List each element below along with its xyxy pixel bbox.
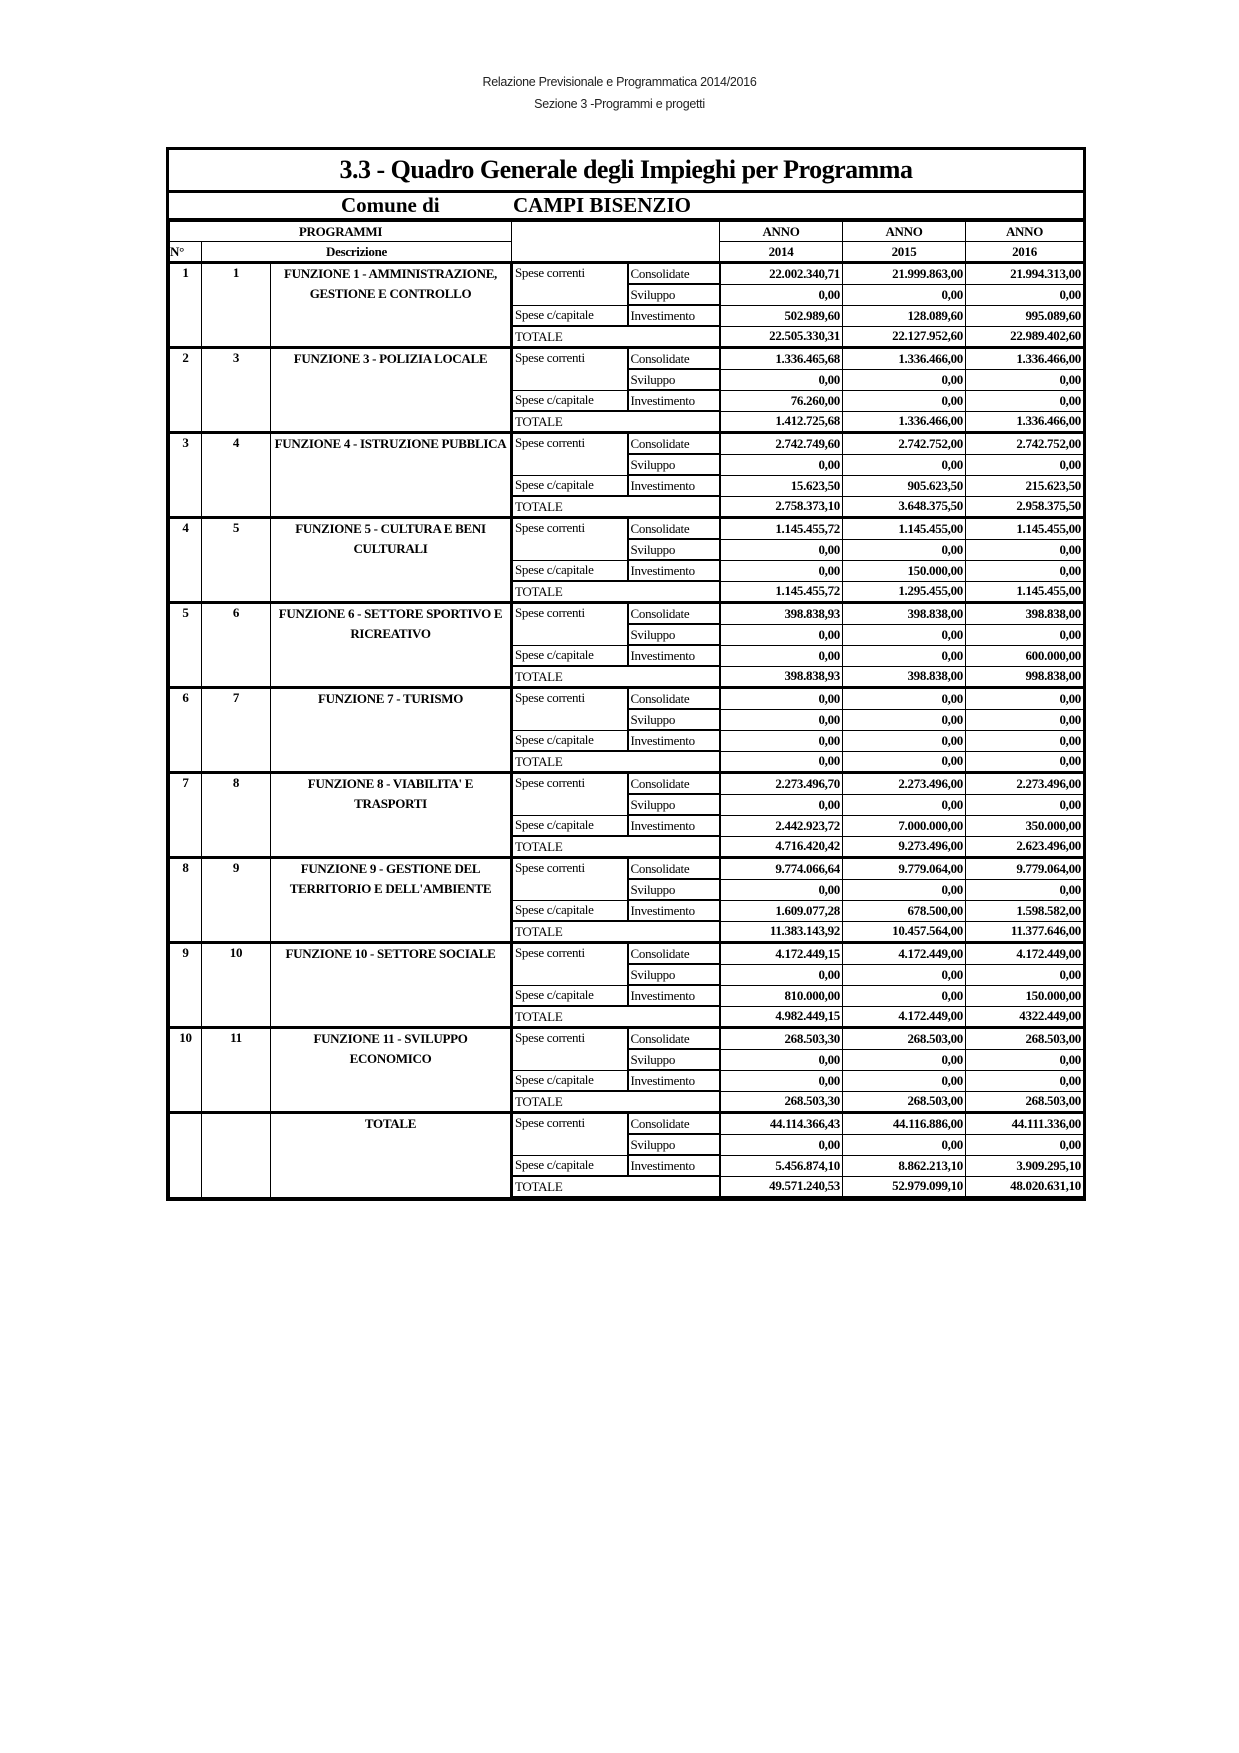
consolidate-value: 2.742.749,60 bbox=[720, 433, 843, 455]
programma-row-consolidate bbox=[170, 858, 1084, 880]
consolidate-value: 2.742.752,00 bbox=[966, 433, 1084, 455]
spese-capitale-label: Spese c/capitale bbox=[512, 560, 628, 581]
programma-number: 9 bbox=[202, 858, 271, 943]
programma-number: 4 bbox=[202, 433, 271, 518]
programma-description: FUNZIONE 8 - VIABILITA' E TRASPORTI bbox=[271, 773, 512, 858]
investimento-value: 76.260,00 bbox=[720, 390, 843, 411]
investimento-label: Investimento bbox=[628, 390, 720, 411]
totale-label: TOTALE bbox=[512, 411, 720, 433]
anno-header-2015: ANNO bbox=[843, 222, 966, 242]
investimento-value: 1.609.077,28 bbox=[720, 900, 843, 921]
spese-correnti-label: Spese correnti bbox=[512, 1028, 628, 1071]
sviluppo-value: 0,00 bbox=[843, 1049, 966, 1070]
consolidate-value: 1.336.465,68 bbox=[720, 348, 843, 370]
programma-row-consolidate bbox=[170, 603, 1084, 625]
totale-value: 49.571.240,53 bbox=[720, 1176, 843, 1197]
anno-header-2014: ANNO bbox=[720, 222, 843, 242]
descrizione-header: Descrizione bbox=[202, 242, 512, 263]
spese-capitale-label: Spese c/capitale bbox=[512, 1155, 628, 1176]
spese-capitale-label: Spese c/capitale bbox=[512, 985, 628, 1006]
sviluppo-value: 0,00 bbox=[843, 964, 966, 985]
sviluppo-label: Sviluppo bbox=[628, 1134, 720, 1155]
consolidate-label: Consolidate bbox=[628, 688, 720, 710]
investimento-value: 0,00 bbox=[720, 560, 843, 581]
consolidate-value: 2.742.752,00 bbox=[843, 433, 966, 455]
totale-value: 0,00 bbox=[843, 751, 966, 773]
sviluppo-value: 0,00 bbox=[843, 709, 966, 730]
consolidate-value: 21.994.313,00 bbox=[966, 263, 1084, 285]
totale-value: 3.648.375,50 bbox=[843, 496, 966, 518]
comune-label: Comune di bbox=[341, 193, 440, 217]
totale-value: 1.412.725,68 bbox=[720, 411, 843, 433]
consolidate-value: 4.172.449,15 bbox=[720, 943, 843, 965]
consolidate-value: 1.336.466,00 bbox=[966, 348, 1084, 370]
consolidate-value: 1.145.455,00 bbox=[843, 518, 966, 540]
consolidate-value: 21.999.863,00 bbox=[843, 263, 966, 285]
investimento-label: Investimento bbox=[628, 985, 720, 1006]
impieghi-table-frame bbox=[166, 147, 1086, 1201]
programma-description: FUNZIONE 10 - SETTORE SOCIALE bbox=[271, 943, 512, 1028]
sviluppo-value: 0,00 bbox=[966, 964, 1084, 985]
investimento-value: 0,00 bbox=[966, 1070, 1084, 1091]
consolidate-value: 4.172.449,00 bbox=[843, 943, 966, 965]
consolidate-value: 9.779.064,00 bbox=[843, 858, 966, 880]
investimento-value: 0,00 bbox=[966, 560, 1084, 581]
spese-capitale-label: Spese c/capitale bbox=[512, 900, 628, 921]
document-header-section: Sezione 3 -Programmi e progetti bbox=[534, 97, 705, 111]
programma-number: 8 bbox=[202, 773, 271, 858]
consolidate-value: 268.503,30 bbox=[720, 1028, 843, 1050]
programmi-header: PROGRAMMI bbox=[170, 222, 512, 242]
investimento-value: 0,00 bbox=[843, 1070, 966, 1091]
investimento-value: 1.598.582,00 bbox=[966, 900, 1084, 921]
sviluppo-value: 0,00 bbox=[843, 284, 966, 305]
consolidate-label: Consolidate bbox=[628, 348, 720, 370]
investimento-value: 128.089,60 bbox=[843, 305, 966, 326]
programma-index: 6 bbox=[170, 688, 202, 773]
programma-description: FUNZIONE 6 - SETTORE SPORTIVO E RICREATIVO bbox=[271, 603, 512, 688]
sviluppo-value: 0,00 bbox=[966, 879, 1084, 900]
spese-correnti-label: Spese correnti bbox=[512, 943, 628, 986]
programma-number: 6 bbox=[202, 603, 271, 688]
investimento-label: Investimento bbox=[628, 305, 720, 326]
investimento-value: 0,00 bbox=[720, 645, 843, 666]
investimento-value: 995.089,60 bbox=[966, 305, 1084, 326]
sviluppo-value: 0,00 bbox=[843, 794, 966, 815]
sviluppo-label: Sviluppo bbox=[628, 369, 720, 390]
programma-row-consolidate bbox=[170, 688, 1084, 710]
totale-label: TOTALE bbox=[512, 1176, 720, 1197]
consolidate-value: 1.145.455,72 bbox=[720, 518, 843, 540]
programma-description: FUNZIONE 5 - CULTURA E BENI CULTURALI bbox=[271, 518, 512, 603]
programma-row-consolidate bbox=[170, 1113, 1084, 1135]
totale-value: 2.958.375,50 bbox=[966, 496, 1084, 518]
consolidate-value: 398.838,00 bbox=[843, 603, 966, 625]
programma-description: FUNZIONE 11 - SVILUPPO ECONOMICO bbox=[271, 1028, 512, 1113]
investimento-value: 350.000,00 bbox=[966, 815, 1084, 836]
spese-correnti-label: Spese correnti bbox=[512, 348, 628, 391]
totale-value: 398.838,93 bbox=[720, 666, 843, 688]
investimento-value: 8.862.213,10 bbox=[843, 1155, 966, 1176]
programma-index: 4 bbox=[170, 518, 202, 603]
sviluppo-value: 0,00 bbox=[720, 369, 843, 390]
sviluppo-value: 0,00 bbox=[720, 709, 843, 730]
investimento-label: Investimento bbox=[628, 900, 720, 921]
year-header: 2015 bbox=[843, 242, 966, 263]
sviluppo-value: 0,00 bbox=[966, 624, 1084, 645]
totale-value: 22.505.330,31 bbox=[720, 326, 843, 348]
totale-value: 4.716.420,42 bbox=[720, 836, 843, 858]
consolidate-value: 398.838,93 bbox=[720, 603, 843, 625]
totale-label: TOTALE bbox=[512, 581, 720, 603]
consolidate-value: 398.838,00 bbox=[966, 603, 1084, 625]
spese-correnti-label: Spese correnti bbox=[512, 603, 628, 646]
consolidate-value: 0,00 bbox=[843, 688, 966, 710]
sviluppo-value: 0,00 bbox=[843, 624, 966, 645]
totale-label: TOTALE bbox=[512, 836, 720, 858]
voce-header-blank bbox=[512, 222, 720, 263]
totale-value: 268.503,00 bbox=[843, 1091, 966, 1113]
spese-capitale-label: Spese c/capitale bbox=[512, 1070, 628, 1091]
consolidate-value: 268.503,00 bbox=[843, 1028, 966, 1050]
totale-value: 1.295.455,00 bbox=[843, 581, 966, 603]
totale-label: TOTALE bbox=[512, 751, 720, 773]
sviluppo-value: 0,00 bbox=[966, 539, 1084, 560]
consolidate-value: 4.172.449,00 bbox=[966, 943, 1084, 965]
consolidate-label: Consolidate bbox=[628, 603, 720, 625]
comune-name: CAMPI BISENZIO bbox=[513, 193, 691, 217]
totale-value: 11.383.143,92 bbox=[720, 921, 843, 943]
sviluppo-value: 0,00 bbox=[966, 1049, 1084, 1070]
sviluppo-label: Sviluppo bbox=[628, 539, 720, 560]
totale-value: 1.145.455,00 bbox=[966, 581, 1084, 603]
spese-correnti-label: Spese correnti bbox=[512, 263, 628, 306]
investimento-value: 0,00 bbox=[843, 390, 966, 411]
programma-index: 9 bbox=[170, 943, 202, 1028]
totale-value: 52.979.099,10 bbox=[843, 1176, 966, 1197]
programma-row-consolidate bbox=[170, 433, 1084, 455]
year-header: 2016 bbox=[966, 242, 1084, 263]
programma-number: 5 bbox=[202, 518, 271, 603]
consolidate-value: 1.145.455,00 bbox=[966, 518, 1084, 540]
totale-value: 998.838,00 bbox=[966, 666, 1084, 688]
investimento-value: 810.000,00 bbox=[720, 985, 843, 1006]
programma-description: FUNZIONE 1 - AMMINISTRAZIONE, GESTIONE E CONTROLLO bbox=[271, 263, 512, 348]
investimento-label: Investimento bbox=[628, 815, 720, 836]
investimento-value: 0,00 bbox=[966, 730, 1084, 751]
consolidate-label: Consolidate bbox=[628, 263, 720, 285]
investimento-value: 0,00 bbox=[843, 730, 966, 751]
spese-correnti-label: Spese correnti bbox=[512, 1113, 628, 1156]
spese-correnti-label: Spese correnti bbox=[512, 858, 628, 901]
programma-number: 1 bbox=[202, 263, 271, 348]
totale-value: 1.336.466,00 bbox=[966, 411, 1084, 433]
investimento-value: 15.623,50 bbox=[720, 475, 843, 496]
programma-row-consolidate bbox=[170, 263, 1084, 285]
investimento-label: Investimento bbox=[628, 730, 720, 751]
spese-capitale-label: Spese c/capitale bbox=[512, 390, 628, 411]
investimento-value: 0,00 bbox=[720, 1070, 843, 1091]
sviluppo-label: Sviluppo bbox=[628, 454, 720, 475]
sviluppo-value: 0,00 bbox=[720, 964, 843, 985]
spese-capitale-label: Spese c/capitale bbox=[512, 475, 628, 496]
programma-description: TOTALE bbox=[271, 1113, 512, 1198]
investimento-label: Investimento bbox=[628, 645, 720, 666]
sviluppo-value: 0,00 bbox=[720, 284, 843, 305]
totale-label: TOTALE bbox=[512, 496, 720, 518]
totale-value: 11.377.646,00 bbox=[966, 921, 1084, 943]
totale-value: 4.172.449,00 bbox=[843, 1006, 966, 1028]
investimento-value: 3.909.295,10 bbox=[966, 1155, 1084, 1176]
investimento-value: 150.000,00 bbox=[966, 985, 1084, 1006]
spese-correnti-label: Spese correnti bbox=[512, 433, 628, 476]
sviluppo-value: 0,00 bbox=[843, 454, 966, 475]
consolidate-label: Consolidate bbox=[628, 943, 720, 965]
spese-capitale-label: Spese c/capitale bbox=[512, 815, 628, 836]
totale-value: 398.838,00 bbox=[843, 666, 966, 688]
sviluppo-label: Sviluppo bbox=[628, 284, 720, 305]
spese-capitale-label: Spese c/capitale bbox=[512, 730, 628, 751]
sviluppo-value: 0,00 bbox=[720, 794, 843, 815]
investimento-value: 502.989,60 bbox=[720, 305, 843, 326]
investimento-label: Investimento bbox=[628, 475, 720, 496]
programma-row-consolidate bbox=[170, 773, 1084, 795]
investimento-value: 7.000.000,00 bbox=[843, 815, 966, 836]
consolidate-value: 2.273.496,00 bbox=[843, 773, 966, 795]
investimento-value: 5.456.874,10 bbox=[720, 1155, 843, 1176]
impieghi-table bbox=[169, 221, 1084, 1198]
totale-value: 22.127.952,60 bbox=[843, 326, 966, 348]
consolidate-value: 2.273.496,70 bbox=[720, 773, 843, 795]
investimento-value: 678.500,00 bbox=[843, 900, 966, 921]
investimento-value: 600.000,00 bbox=[966, 645, 1084, 666]
consolidate-label: Consolidate bbox=[628, 1113, 720, 1135]
consolidate-value: 22.002.340,71 bbox=[720, 263, 843, 285]
sviluppo-value: 0,00 bbox=[966, 454, 1084, 475]
programma-row-consolidate bbox=[170, 1028, 1084, 1050]
totale-value: 2.623.496,00 bbox=[966, 836, 1084, 858]
programma-row-consolidate bbox=[170, 518, 1084, 540]
totale-label: TOTALE bbox=[512, 666, 720, 688]
programma-index: 5 bbox=[170, 603, 202, 688]
totale-label: TOTALE bbox=[512, 1006, 720, 1028]
consolidate-value: 268.503,00 bbox=[966, 1028, 1084, 1050]
programma-description: FUNZIONE 9 - GESTIONE DEL TERRITORIO E DELL'AMBIENTE bbox=[271, 858, 512, 943]
investimento-value: 0,00 bbox=[843, 985, 966, 1006]
sviluppo-label: Sviluppo bbox=[628, 1049, 720, 1070]
spese-capitale-label: Spese c/capitale bbox=[512, 305, 628, 326]
totale-value: 48.020.631,10 bbox=[966, 1176, 1084, 1197]
sviluppo-value: 0,00 bbox=[966, 709, 1084, 730]
totale-value: 0,00 bbox=[966, 751, 1084, 773]
consolidate-value: 44.114.366,43 bbox=[720, 1113, 843, 1135]
totale-value: 10.457.564,00 bbox=[843, 921, 966, 943]
programma-number: 7 bbox=[202, 688, 271, 773]
consolidate-value: 9.774.066,64 bbox=[720, 858, 843, 880]
totale-value: 4322.449,00 bbox=[966, 1006, 1084, 1028]
totale-value: 22.989.402,60 bbox=[966, 326, 1084, 348]
programma-index: 1 bbox=[170, 263, 202, 348]
year-header: 2014 bbox=[720, 242, 843, 263]
sviluppo-value: 0,00 bbox=[966, 1134, 1084, 1155]
consolidate-label: Consolidate bbox=[628, 433, 720, 455]
totale-value: 268.503,30 bbox=[720, 1091, 843, 1113]
programma-index bbox=[170, 1113, 202, 1198]
programma-index: 7 bbox=[170, 773, 202, 858]
sviluppo-label: Sviluppo bbox=[628, 794, 720, 815]
sviluppo-label: Sviluppo bbox=[628, 964, 720, 985]
consolidate-value: 44.116.886,00 bbox=[843, 1113, 966, 1135]
consolidate-value: 9.779.064,00 bbox=[966, 858, 1084, 880]
sviluppo-value: 0,00 bbox=[843, 879, 966, 900]
programma-index: 10 bbox=[170, 1028, 202, 1113]
programma-number bbox=[202, 1113, 271, 1198]
consolidate-value: 0,00 bbox=[966, 688, 1084, 710]
investimento-value: 0,00 bbox=[843, 645, 966, 666]
totale-value: 2.758.373,10 bbox=[720, 496, 843, 518]
programma-index: 2 bbox=[170, 348, 202, 433]
totale-label: TOTALE bbox=[512, 326, 720, 348]
totale-value: 9.273.496,00 bbox=[843, 836, 966, 858]
sviluppo-label: Sviluppo bbox=[628, 624, 720, 645]
totale-value: 1.336.466,00 bbox=[843, 411, 966, 433]
sviluppo-value: 0,00 bbox=[720, 454, 843, 475]
sviluppo-value: 0,00 bbox=[843, 1134, 966, 1155]
spese-correnti-label: Spese correnti bbox=[512, 773, 628, 816]
investimento-value: 215.623,50 bbox=[966, 475, 1084, 496]
consolidate-label: Consolidate bbox=[628, 773, 720, 795]
n-header: N° bbox=[170, 242, 202, 263]
sviluppo-value: 0,00 bbox=[843, 369, 966, 390]
programma-description: FUNZIONE 3 - POLIZIA LOCALE bbox=[271, 348, 512, 433]
spese-correnti-label: Spese correnti bbox=[512, 688, 628, 731]
programma-description: FUNZIONE 4 - ISTRUZIONE PUBBLICA bbox=[271, 433, 512, 518]
totale-label: TOTALE bbox=[512, 1091, 720, 1113]
sviluppo-value: 0,00 bbox=[966, 284, 1084, 305]
investimento-label: Investimento bbox=[628, 560, 720, 581]
sviluppo-label: Sviluppo bbox=[628, 709, 720, 730]
totale-value: 0,00 bbox=[720, 751, 843, 773]
sviluppo-value: 0,00 bbox=[843, 539, 966, 560]
totale-label: TOTALE bbox=[512, 921, 720, 943]
sviluppo-value: 0,00 bbox=[720, 539, 843, 560]
comune-row bbox=[169, 193, 1083, 221]
consolidate-label: Consolidate bbox=[628, 858, 720, 880]
spese-correnti-label: Spese correnti bbox=[512, 518, 628, 561]
programma-index: 3 bbox=[170, 433, 202, 518]
programma-number: 3 bbox=[202, 348, 271, 433]
sviluppo-value: 0,00 bbox=[720, 1049, 843, 1070]
investimento-value: 905.623,50 bbox=[843, 475, 966, 496]
spese-capitale-label: Spese c/capitale bbox=[512, 645, 628, 666]
consolidate-value: 44.111.336,00 bbox=[966, 1113, 1084, 1135]
programma-number: 10 bbox=[202, 943, 271, 1028]
programma-row-consolidate bbox=[170, 348, 1084, 370]
investimento-label: Investimento bbox=[628, 1155, 720, 1176]
investimento-value: 0,00 bbox=[720, 730, 843, 751]
consolidate-value: 1.336.466,00 bbox=[843, 348, 966, 370]
table-title: 3.3 - Quadro Generale degli Impieghi per Programma bbox=[169, 150, 1083, 193]
consolidate-label: Consolidate bbox=[628, 518, 720, 540]
sviluppo-value: 0,00 bbox=[720, 879, 843, 900]
consolidate-label: Consolidate bbox=[628, 1028, 720, 1050]
investimento-label: Investimento bbox=[628, 1070, 720, 1091]
programma-number: 11 bbox=[202, 1028, 271, 1113]
programma-index: 8 bbox=[170, 858, 202, 943]
anno-header-2016: ANNO bbox=[966, 222, 1084, 242]
document-header-title: Relazione Previsionale e Programmatica 2014/2016 bbox=[482, 75, 757, 89]
investimento-value: 150.000,00 bbox=[843, 560, 966, 581]
totale-value: 268.503,00 bbox=[966, 1091, 1084, 1113]
sviluppo-value: 0,00 bbox=[966, 794, 1084, 815]
consolidate-value: 2.273.496,00 bbox=[966, 773, 1084, 795]
sviluppo-value: 0,00 bbox=[720, 624, 843, 645]
investimento-value: 2.442.923,72 bbox=[720, 815, 843, 836]
programma-row-consolidate bbox=[170, 943, 1084, 965]
totale-value: 4.982.449,15 bbox=[720, 1006, 843, 1028]
investimento-value: 0,00 bbox=[966, 390, 1084, 411]
totale-value: 1.145.455,72 bbox=[720, 581, 843, 603]
programma-description: FUNZIONE 7 - TURISMO bbox=[271, 688, 512, 773]
sviluppo-label: Sviluppo bbox=[628, 879, 720, 900]
sviluppo-value: 0,00 bbox=[966, 369, 1084, 390]
consolidate-value: 0,00 bbox=[720, 688, 843, 710]
sviluppo-value: 0,00 bbox=[720, 1134, 843, 1155]
